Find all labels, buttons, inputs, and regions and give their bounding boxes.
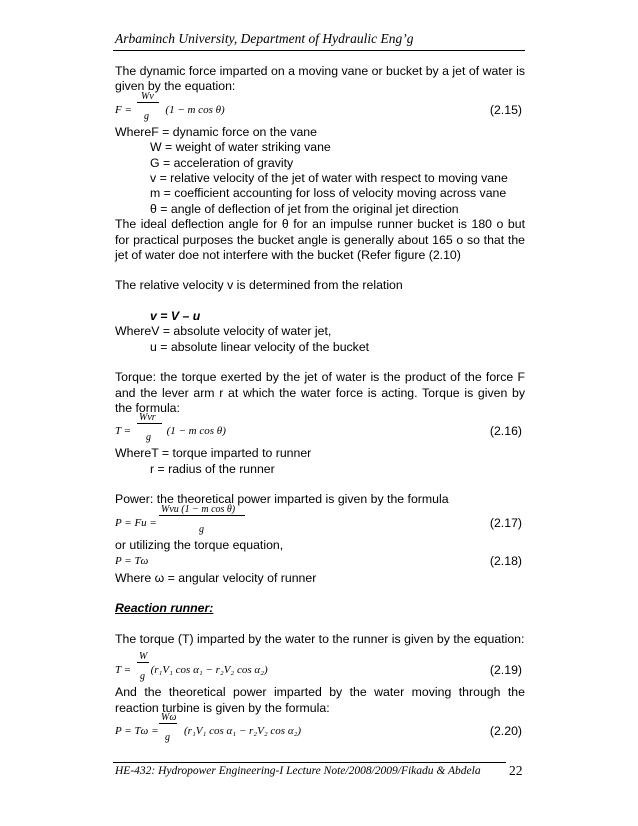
- eq-rest: (1 − m cos θ): [166, 425, 226, 438]
- intro-paragraph: The dynamic force imparted on a moving vane or bucket by a jet of water is given by the equation:: [115, 64, 525, 94]
- torque-equation-line: or utilizing the torque equation,: [115, 537, 284, 552]
- equation-expression: [115, 663, 268, 678]
- equation-2-15: [115, 90, 525, 125]
- reaction-runner-heading: Reaction runner:: [115, 601, 214, 616]
- eq-denominator: g: [199, 523, 204, 535]
- fraction-bar: [137, 423, 162, 424]
- power2-paragraph: And the theoretical power imparted by the water moving through the reaction turbine is given by the formula:: [115, 685, 525, 715]
- ideal-angle-paragraph: The ideal deflection angle for θ for an impulse runner bucket is 180 o but for practical purposes the bucket angle is generally about 165 o so that the jet of water doe not interfere with the bucket (Refer figure (2.10): [115, 217, 525, 263]
- equation-2-17: [115, 503, 525, 538]
- eq-denominator: g: [140, 671, 145, 683]
- fraction-bar: [137, 102, 159, 103]
- eq-denominator: g: [146, 432, 151, 444]
- page-header: Arbaminch University, Department of Hydraulic Eng’g: [115, 31, 414, 46]
- eq-lhs: F =: [115, 103, 132, 116]
- fraction-bar: [137, 662, 149, 663]
- equation-2-18: [115, 553, 525, 571]
- equation-number: (2.19): [489, 663, 522, 678]
- where-line: v = relative velocity of the jet of water with respect to moving vane: [150, 171, 508, 186]
- where-line: u = absolute linear velocity of the bucket: [150, 339, 370, 354]
- where-line: WhereV = absolute velocity of water jet,: [115, 324, 332, 339]
- fraction-bar: [159, 515, 245, 516]
- equation-2-16: [115, 412, 525, 446]
- equation-number: (2.20): [489, 723, 522, 738]
- eq-lhs: P = Tω =: [115, 724, 159, 737]
- equation-expression: [115, 424, 226, 439]
- equation-number: (2.15): [489, 102, 522, 117]
- eq-lhs: P = Fu =: [115, 516, 157, 529]
- where-line: G = acceleration of gravity: [150, 155, 294, 170]
- where-line: r = radius of the runner: [150, 461, 275, 476]
- where-line: WhereT = torque imparted to runner: [115, 446, 312, 461]
- footer-rule: [113, 762, 506, 763]
- equation-expression: [115, 516, 157, 531]
- torque-paragraph: Torque: the torque exerted by the jet of water is the product of the force F and the lever arm r at which the water force is acting. Torque is given by the formula:: [115, 370, 525, 415]
- eq-lhs: T =: [115, 425, 132, 438]
- where-line: WhereF = dynamic force on the vane: [115, 124, 317, 139]
- equation-2-19: [115, 651, 525, 685]
- eq-numerator: W: [139, 651, 148, 663]
- eq-numerator: Wvu (1 − m cos θ): [161, 503, 236, 515]
- omega-line: Where ω = angular velocity of runner: [115, 570, 317, 585]
- eq-numerator: Wvr: [139, 412, 156, 424]
- equation-expression: [115, 724, 301, 739]
- equation-2-20: [115, 711, 525, 746]
- equation-expression: [115, 103, 225, 118]
- eq-denominator: g: [144, 110, 149, 122]
- page-footer: HE-432: Hydropower Engineering-I Lecture Note/2008/2009/Fikadu & Abdela: [115, 765, 481, 777]
- equation-number: (2.18): [489, 553, 522, 568]
- where-line: m = coefficient accounting for loss of velocity moving across vane: [150, 186, 507, 201]
- eq-lhs: T =: [115, 664, 132, 677]
- where-line: W = weight of water striking vane: [150, 140, 331, 155]
- relative-velocity-equation: v = V – u: [150, 308, 201, 323]
- eq-denominator: g: [165, 731, 170, 743]
- relative-velocity-paragraph: The relative velocity v is determined from the relation: [115, 278, 403, 293]
- document-body: [115, 64, 525, 746]
- power-paragraph: Power: the theoretical power imparted is given by the formula: [115, 492, 449, 507]
- equation-number: (2.16): [489, 424, 522, 439]
- equation-number: (2.17): [489, 515, 522, 530]
- eq-numerator: Wω: [161, 711, 177, 723]
- eq-rest: (r₁V₁ cos α₁ − r₂V₂ cos α₂): [184, 724, 302, 737]
- reaction-paragraph: The torque (T) imparted by the water to the runner is given by the equation:: [115, 631, 525, 646]
- eq-rest: (r₁V₁ cos α₁ − r₂V₂ cos α₂): [150, 664, 268, 677]
- where-line: θ = angle of deflection of jet from the original jet direction: [150, 201, 459, 216]
- equation-expression: P = Tω: [115, 554, 149, 567]
- page-number: 22: [509, 763, 523, 778]
- eq-numerator: Wv: [141, 90, 154, 102]
- fraction-bar: [159, 723, 177, 724]
- eq-rest: (1 − m cos θ): [165, 103, 225, 116]
- header-rule: [113, 50, 525, 51]
